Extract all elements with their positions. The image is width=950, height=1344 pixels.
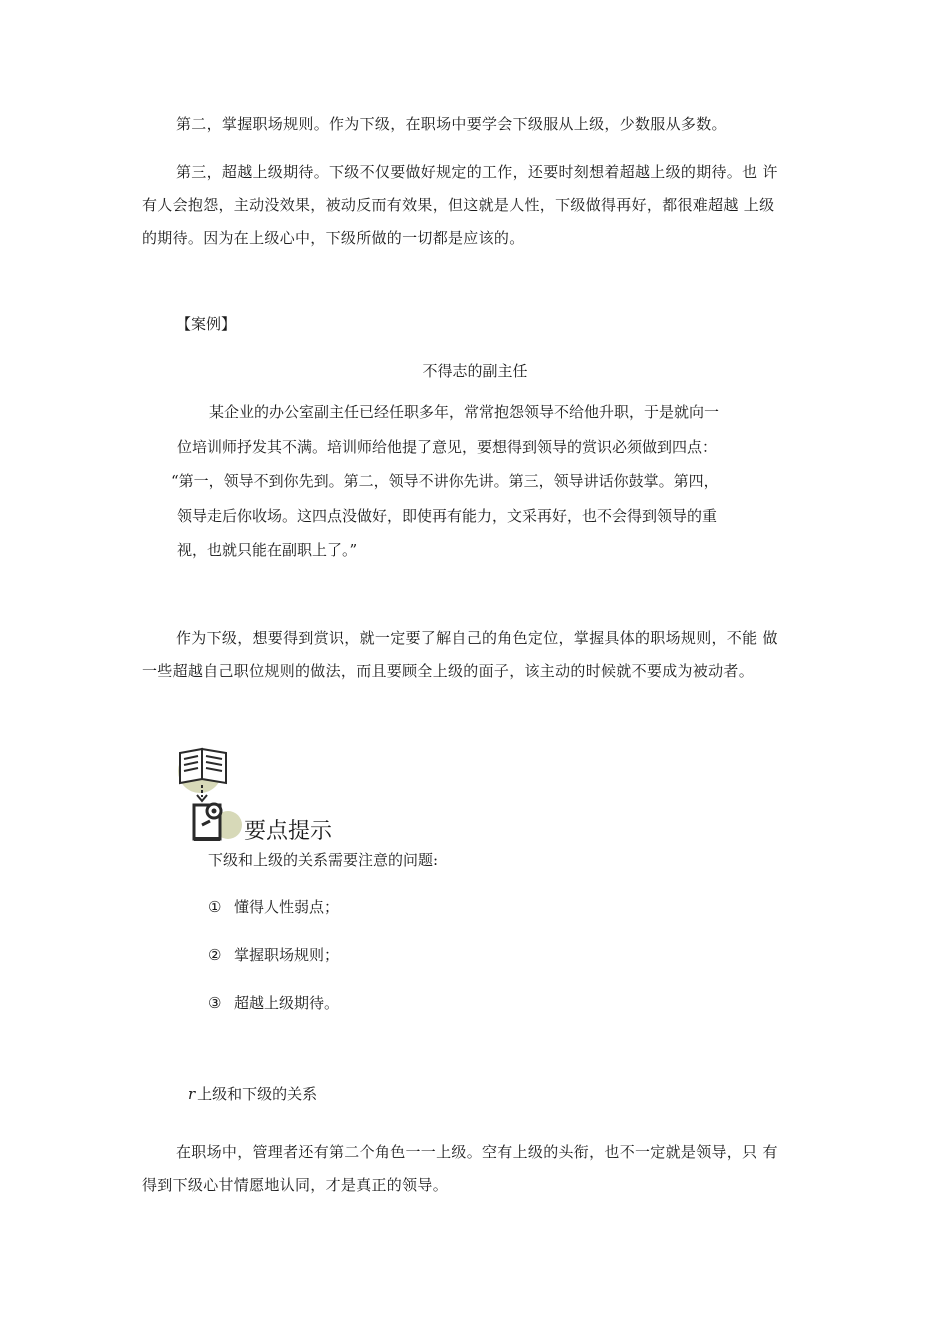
tip-item: [208, 940, 339, 970]
tip-item: [208, 892, 339, 922]
tip-text: 懂得人性弱点；: [234, 898, 340, 916]
case-line: 领导走后你收场。这四点没做好，即使再有能力，文采再好，也不会得到领导的重: [177, 506, 718, 525]
paragraph-summary: [142, 622, 818, 688]
section-mark: r: [188, 1085, 196, 1103]
text-line: 有人会抱怨，主动没效果，被动反而有效果，但这就是人性，下级做得再好，都很难超越 上级: [142, 196, 775, 214]
section-heading: [188, 1079, 317, 1109]
paragraph-superior-role: [142, 1136, 818, 1202]
tip-number: ③: [208, 994, 222, 1012]
section-title: 上级和下级的关系: [197, 1085, 318, 1103]
case-tag: 【案例】: [176, 315, 237, 333]
case-line: 位培训师抒发其不满。培训师给他提了意见，要想得到领导的赏识必须做到四点：: [177, 437, 718, 456]
book-reader-icon: [176, 745, 246, 845]
case-line: “第一，领导不到你先到。第二，领导不讲你先讲。第三，领导讲话你鼓掌。第四，: [171, 472, 719, 490]
case-line: 视，也就只能在副职上了。”: [177, 541, 358, 559]
tip-item: [208, 988, 339, 1018]
paragraph-rule-3: [142, 156, 818, 255]
tip-number: ②: [208, 946, 222, 964]
tip-number: ①: [208, 898, 222, 916]
text-line: 得到下级心甘情愿地认同，才是真正的领导。: [142, 1176, 449, 1194]
text-line: 在职场中，管理者还有第二个角色一一上级。空有上级的头衔，也不一定就是领导，只 有: [176, 1143, 778, 1161]
tips-intro: 下级和上级的关系需要注意的问题:: [208, 851, 439, 869]
text-line: 作为下级，想要得到赏识，就一定要了解自己的角色定位，掌握具体的职场规则，不能 做: [176, 629, 778, 647]
tip-text: 超越上级期待。: [234, 994, 340, 1012]
tip-text: 掌握职场规则；: [234, 946, 340, 964]
case-line: 某企业的办公室副主任已经任职多年，常常抱怨领导不给他升职，于是就向一: [209, 403, 720, 421]
text-line: 的期待。因为在上级心中，下级所做的一切都是应该的。: [142, 229, 525, 247]
paragraph-rule-2: [142, 108, 852, 141]
text-line: 一些超越自己职位规则的做法，而且要顾全上级的面子，该主动的时候就不要成为被动者。: [142, 662, 755, 680]
text-line: 第三，超越上级期待。下级不仅要做好规定的工作，还要时刻想着超越上级的期待。也 许: [176, 163, 778, 181]
case-title: 不得志的副主任: [422, 362, 528, 380]
case-body: [171, 395, 777, 568]
tips-title: 要点提示: [244, 819, 333, 844]
text-line: 第二，掌握职场规则。作为下级，在职场中要学会下级服从上级，少数服从多数。: [176, 115, 727, 133]
